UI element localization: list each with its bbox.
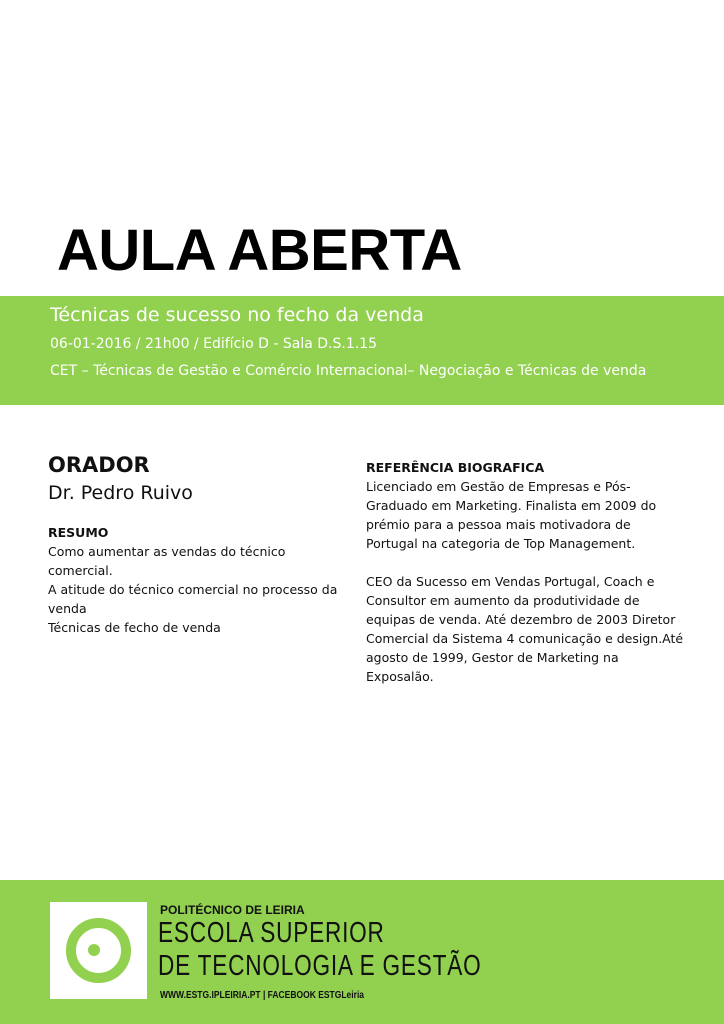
footer-links: WWW.ESTG.IPLEIRIA.PT | FACEBOOK ESTGLeiria	[160, 990, 365, 1001]
page-title: AULA ABERTA	[57, 218, 462, 283]
bio-paragraph: CEO da Sucesso em Vendas Portugal, Coach e Consultor em aumento da produtividade de equipas de venda. Até dezembro de 2003 Diretor Comercial da Sistema 4 comunicação e design.Até agosto de 1999, Gestor de Marketing na Exposalão.	[366, 574, 684, 684]
footer-school-line1: ESCOLA SUPERIOR	[158, 917, 385, 949]
speaker-column	[48, 452, 348, 637]
event-subtitle: Técnicas de sucesso no fecho da venda	[50, 304, 424, 326]
bio-column	[366, 458, 686, 705]
event-details: 06-01-2016 / 21h00 / Edifício D - Sala D.S.1.15	[50, 336, 377, 352]
speaker-name: Dr. Pedro Ruivo	[48, 482, 193, 504]
footer-school-line2: DE TECNOLOGIA E GESTÃO	[158, 950, 482, 982]
summary-line: A atitude do técnico comercial no processo da venda	[48, 582, 338, 616]
summary-heading: RESUMO	[48, 525, 109, 540]
bio-paragraph: Licenciado em Gestão de Empresas e Pós-Graduado em Marketing. Finalista em 2009 do prémio para a pessoa mais motivadora de Portugal na categoria de Top Management.	[366, 479, 657, 551]
speaker-heading: ORADOR	[48, 453, 150, 477]
summary-line: Técnicas de fecho de venda	[48, 620, 221, 635]
bio-heading: REFERÊNCIA BIOGRAFICA	[366, 460, 545, 475]
summary-line: Como aumentar as vendas do técnico comercial.	[48, 544, 286, 578]
event-course: CET – Técnicas de Gestão e Comércio Internacional– Negociação e Técnicas de venda	[50, 363, 647, 379]
school-logo-icon	[50, 902, 147, 999]
footer-institution: POLITÉCNICO DE LEIRIA	[160, 903, 305, 917]
event-info-band	[0, 296, 724, 405]
